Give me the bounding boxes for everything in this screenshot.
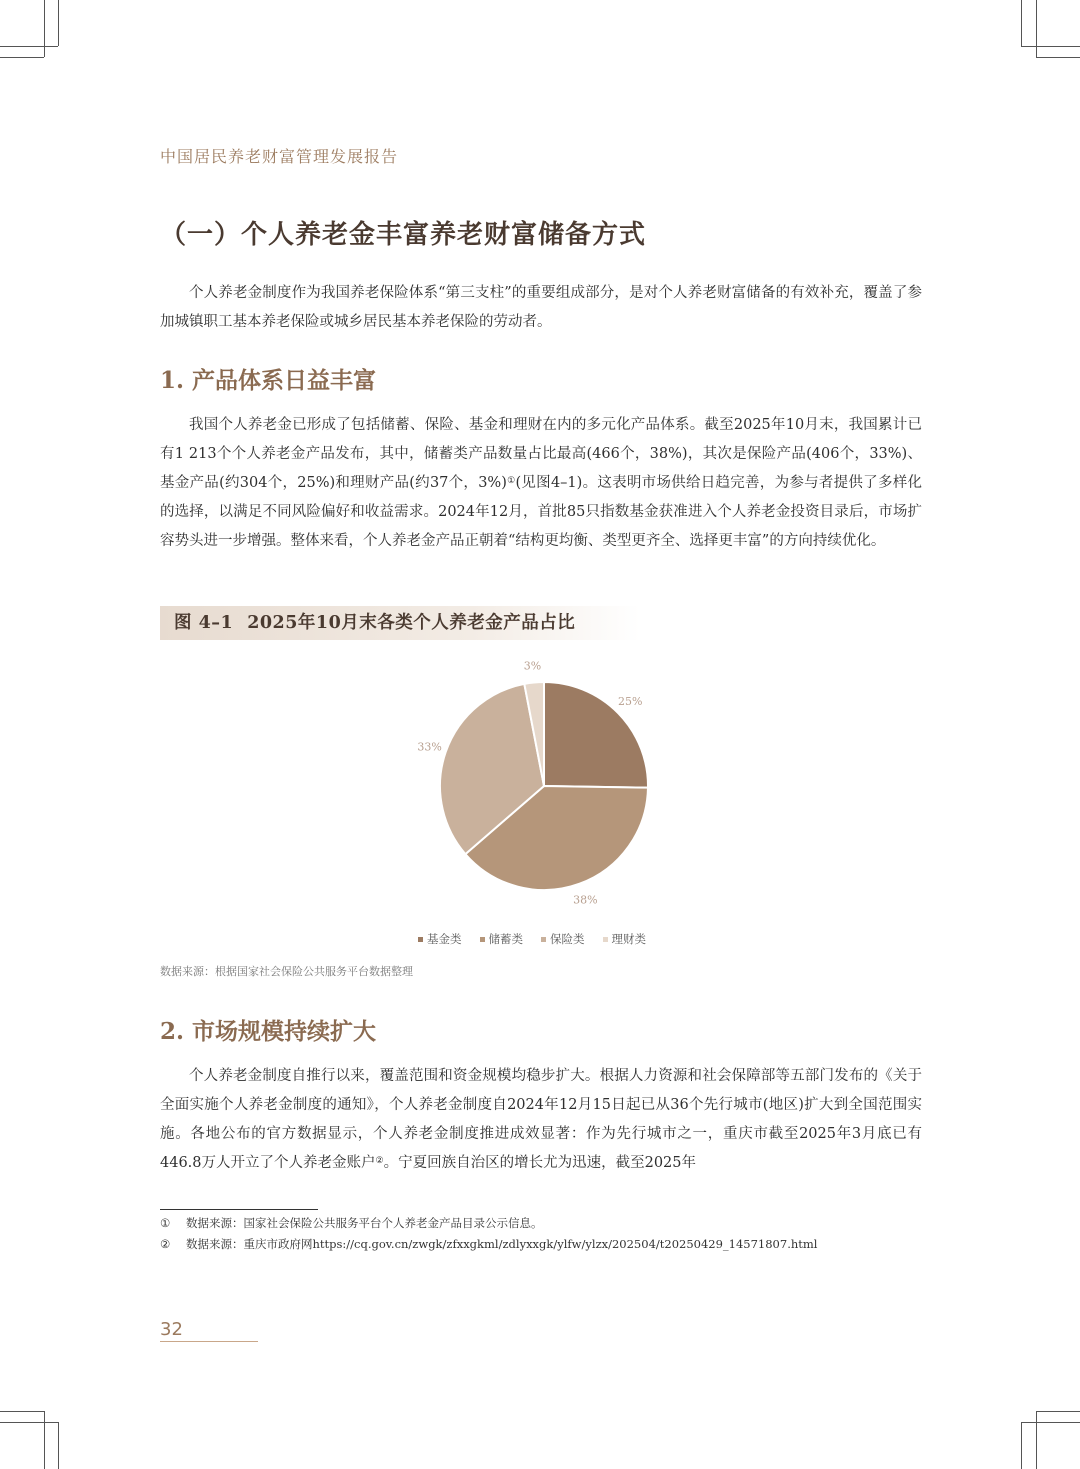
subsection-2-paragraph bbox=[160, 1062, 922, 1178]
footnote-text: 数据来源：国家社会保险公共服务平台个人养老金产品目录公示信息。 bbox=[186, 1216, 543, 1230]
page-number-rule bbox=[160, 1341, 258, 1342]
subsection-2-title: 2. 市场规模持续扩大 bbox=[160, 1018, 377, 1045]
crop-mark-br-h2 bbox=[1021, 1422, 1080, 1423]
running-head: 中国居民养老财富管理发展报告 bbox=[160, 147, 399, 166]
legend-swatch-insurance bbox=[541, 937, 546, 942]
subsection-1-title: 1. 产品体系日益丰富 bbox=[160, 367, 377, 394]
crop-mark-bl-h2 bbox=[0, 1422, 58, 1423]
pie-value-label: 3% bbox=[523, 659, 542, 673]
footnote-ref-1[interactable]: ① bbox=[506, 476, 516, 486]
legend-swatch-wealth bbox=[603, 937, 608, 942]
legend-label: 储蓄类 bbox=[488, 932, 523, 946]
chart-legend bbox=[418, 931, 646, 947]
crop-mark-br-h bbox=[1036, 1411, 1080, 1412]
legend-label: 基金类 bbox=[427, 932, 462, 946]
pie-value-label: 38% bbox=[573, 893, 598, 907]
crop-mark-br-v bbox=[1036, 1411, 1037, 1469]
paragraph-text: 个人养老金制度自推行以来，覆盖范围和资金规模均稳步扩大。根据人力资源和社会保障部等五部门发布的《关于全面实施个人养老金制度的通知》，个人养老金制度自2024年12月15日起已从36个先行城市(地区)扩大到全国范围实施。各地公布的官方数据显示，个人养老金制度推进成效显著：作为先行城市之一，重庆市截至2025年3月底已有446.8万人开立了个人养老金账户 bbox=[160, 1068, 922, 1171]
footnote-mark: ② bbox=[160, 1237, 171, 1251]
intro-paragraph: 个人养老金制度作为我国养老保险体系“第三支柱”的重要组成部分，是对个人养老财富储备的有效补充，覆盖了参加城镇职工基本养老保险或城乡居民基本养老保险的劳动者。 bbox=[160, 285, 922, 330]
footnote-2 bbox=[160, 1236, 817, 1252]
legend-swatch-fund bbox=[418, 937, 423, 942]
legend-item bbox=[541, 931, 585, 947]
crop-mark-bl-v2 bbox=[58, 1422, 59, 1469]
footnote-1 bbox=[160, 1215, 543, 1231]
pie-value-label: 25% bbox=[618, 695, 643, 709]
legend-label: 理财类 bbox=[611, 932, 646, 946]
section-title: （一）个人养老金丰富养老财富储备方式 bbox=[160, 220, 647, 250]
figure-source: 数据来源：根据国家社会保险公共服务平台数据整理 bbox=[160, 965, 413, 978]
crop-mark-bl-h bbox=[0, 1411, 44, 1412]
legend-label: 保险类 bbox=[550, 932, 585, 946]
footnote-text: 数据来源：重庆市政府网https://cq.gov.cn/zwgk/zfxxgkml/zdlyxxgk/ylfw/ylzx/202504/t20250429_14571807.html bbox=[186, 1237, 818, 1251]
figure-title: 2025年10月末各类个人养老金产品占比 bbox=[247, 613, 576, 633]
legend-swatch-savings bbox=[480, 937, 485, 942]
legend-item bbox=[480, 931, 524, 947]
paragraph-text: 我国个人养老金已形成了包括储蓄、保险、基金和理财在内的多元化产品体系。截至2025年10月末，我国累计已有1 213个个人养老金产品发布，其中，储蓄类产品数量占比最高(466个，38%)，其次是保险产品(406个，33%)、基金产品(约304个，25%)和理财产品(约37个，3%) bbox=[160, 417, 922, 491]
footnote-mark: ① bbox=[160, 1216, 171, 1230]
crop-mark-br-v2 bbox=[1021, 1422, 1022, 1469]
page-number: 32 bbox=[160, 1319, 183, 1340]
paragraph-text: (见图4–1)。这表明市场供给日趋完善，为参与者提供了多样化的选择，以满足不同风险偏好和收益需求。2024年12月，首批85只指数基金获准进入个人养老金投资目录后，市场扩容势头进一步增强。整体来看，个人养老金产品正朝着“结构更均衡、类型更齐全、选择更丰富”的方向持续优化。 bbox=[160, 475, 922, 549]
legend-item bbox=[418, 931, 462, 947]
legend-item bbox=[603, 931, 647, 947]
footnote-divider bbox=[160, 1209, 318, 1210]
footnote-ref-2[interactable]: ② bbox=[375, 1156, 384, 1166]
figure-number: 图 4–1 bbox=[174, 613, 234, 633]
crop-mark-bl-v bbox=[44, 1411, 45, 1469]
paragraph-text: 。宁夏回族自治区的增长尤为迅速，截至2025年 bbox=[383, 1155, 696, 1171]
pie-value-label: 33% bbox=[417, 740, 442, 754]
